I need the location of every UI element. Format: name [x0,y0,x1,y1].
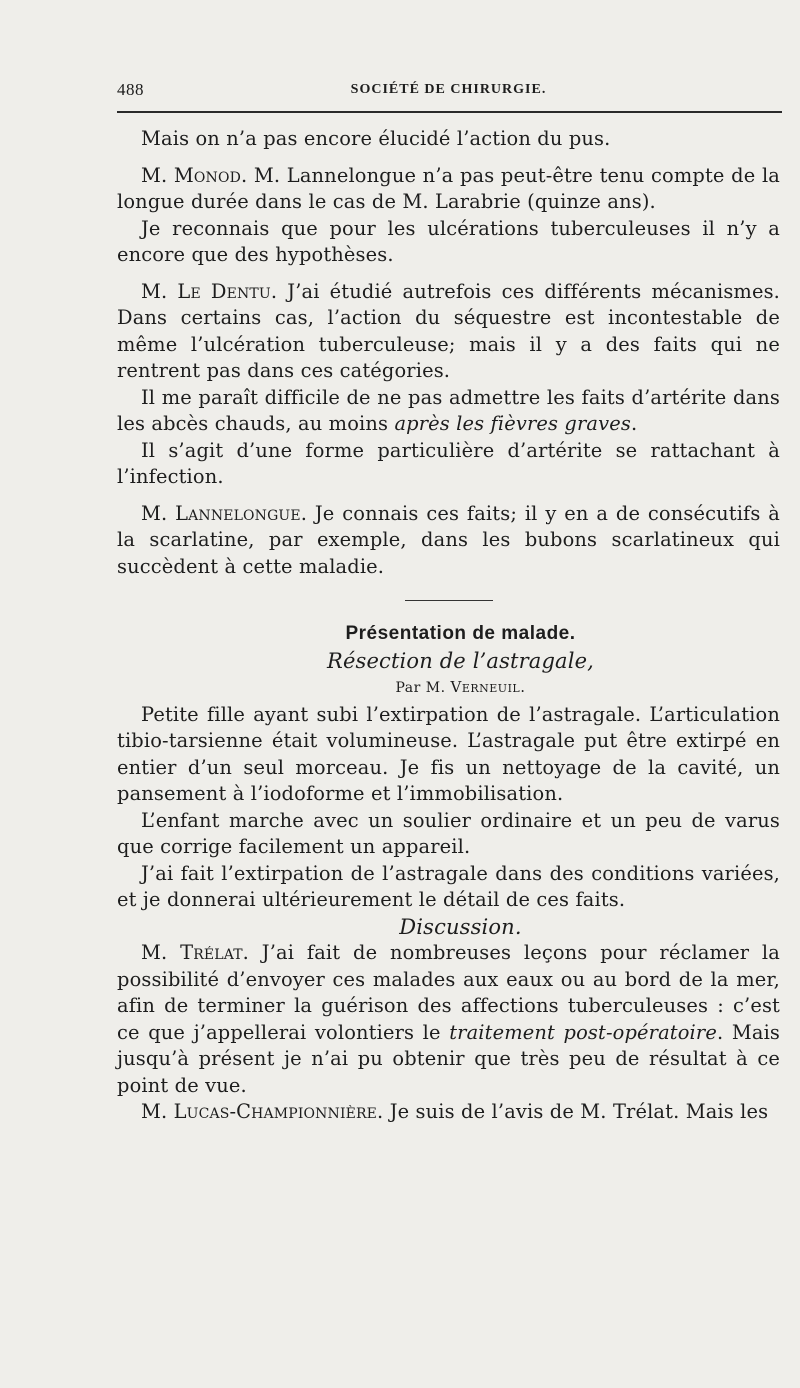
section-subtitle: Résection de l’astragale, [327,648,594,673]
paragraph-lannelongue [117,501,780,581]
paragraph-text: M. Lannelongue n’a pas peut-être tenu compte de la longue durée dans le cas de M. Larabrie (quinze ans). [117,163,781,213]
paragraph-text: . Mais jusqu’à présent je n’ai pu obtenir que très peu de résultat à ce point de vue. [117,1020,781,1097]
speaker-name: M. Le Dentu. [141,279,278,303]
paragraph [117,385,780,438]
italic-text: traitement post-opératoire [449,1020,717,1044]
page-number: 488 [117,80,144,99]
paragraph: Mais on n’a pas encore élucidé l’action du pus. [141,127,611,150]
byline [117,674,780,702]
paragraph: L’enfant marche avec un soulier ordinaire et un peu de varus que corrige facilement un appareil. [117,808,780,858]
paragraph: J’ai fait l’extirpation de l’astragale dans des conditions variées, et je donnerai ultérieurement le détail de ces faits. [117,861,780,911]
section-divider [405,600,493,601]
header-rule [117,111,782,113]
discussion-heading: Discussion. [399,914,522,939]
paragraph-text: . [630,412,638,435]
paragraph-text: J’ai fait de nombreuses leçons pour réclamer la possibilité d’envoyer ces malades aux eaux ou au bord de la mer, afin de terminer la guérison des affections tuberculeuses : c’est ce que j’appellerai volontiers le [117,941,780,1044]
speaker-name: M. Lucas-Championnière. [141,1100,384,1123]
byline-author: Verneuil. [450,678,526,696]
speaker-name: M. Trélat. [141,941,249,964]
page-header [117,80,780,102]
paragraph: Petite fille ayant subi l’extirpation de l’astragale. L’articulation tibio-tarsienne était volumineuse. L’astragale put être extirpé en entier d’un seul morceau. Je fis un nettoyage de la cavité, un pansement à l’iodoforme et l’immobilisation. [117,702,780,805]
paragraph-text: Il me paraît difficile de ne pas admettre les faits d’artérite dans les abcès chauds, au moins [117,385,780,435]
paragraph-text: Je connais ces faits; il y en a de consécutifs à la scarlatine, par exemple, dans les bubons scarlatineux qui succèdent à cette maladie. [117,501,781,578]
paragraph: Il s’agit d’une forme particulière d’artérite se rattachant à l’infection. [117,438,780,488]
paragraph-monod [117,163,780,216]
paragraph-text: Je suis de l’avis de M. Trélat. Mais les [383,1100,769,1123]
running-head: SOCIÉTÉ DE CHIRURGIE. [350,82,547,97]
paragraph-le-dentu [117,279,780,385]
italic-text: après les fièvres graves [394,412,631,435]
speaker-name: M. Monod. [141,163,248,187]
byline-prefix: Par M. [395,680,451,696]
paragraph-text: J’ai étudié autrefois ces différents mécanismes. Dans certains cas, l’action du séquestre est incontestable de même l’ulcération tuberculeuse; mais il y a des faits qui ne rentrent pas dans ces catégories. [117,279,780,382]
page-body [117,126,780,1126]
paragraph: Je reconnais que pour les ulcérations tuberculeuses il n’y a encore que des hypothèses. [117,216,780,266]
paragraph-lucas-championniere [117,1099,780,1126]
speaker-name: M. Lannelongue. [141,501,308,525]
paragraph-trelat [117,940,780,1099]
section-title: Présentation de malade. [345,623,576,644]
